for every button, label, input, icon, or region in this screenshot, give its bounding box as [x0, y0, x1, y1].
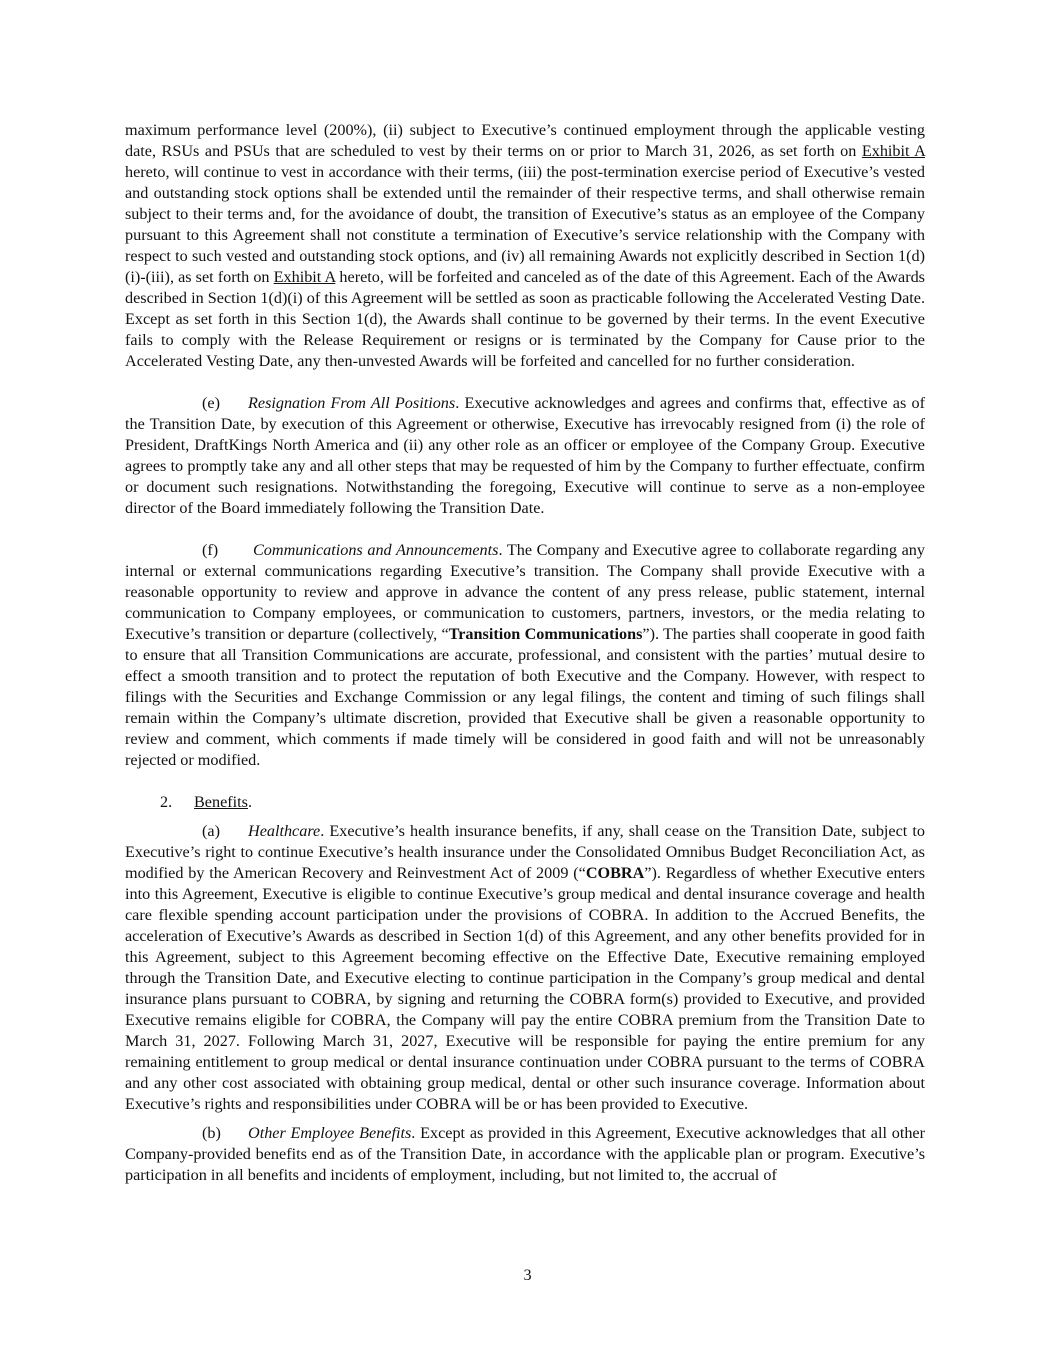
defined-term: Transition Communications — [448, 625, 643, 643]
text: hereto, will be forfeited and canceled as of the date of this Agreement. Each of the Awards described in Section 1(d)(i) of this Agreement will be settled as soon as practicable following the Accelerated Vesting Date. Except as set forth in this Section 1(d), the Awards shall continue to be governed by their terms. In the event Executive fails to comply with the Release Requirement or resigns or is terminated by the Company for Cause prior to the Accelerated Vesting Date, any then-unvested Awards will be forfeited and cancelled for no further consideration. — [125, 268, 925, 370]
clause-title: Resignation From All Positions — [248, 394, 456, 412]
text: maximum performance level (200%), (ii) subject to Executive’s continued employment through the applicable vesting date, RSUs and PSUs that are scheduled to vest by their terms on or prior to March 31, 2026, as set forth on — [125, 121, 925, 160]
text: ”). Regardless of whether Executive enters into this Agreement, Executive is eligible to continue Executive’s group medical and dental insurance coverage and health care flexible spending account participation under the provisions of COBRA. In addition to the Accrued Benefits, the acceleration of Executive’s Awards as described in Section 1(d) of this Agreement, and any other benefits provided for in this Agreement, subject to this Agreement becoming effective on the Effective Date, Executive remaining employed through the Transition Date, and Executive electing to continue participation in the Company’s group medical and dental insurance plans pursuant to COBRA, by signing and returning the COBRA form(s) provided to Executive, and provided Executive remains eligible for COBRA, the Company will pay the entire COBRA premium from the Transition Date to March 31, 2027. Following March 31, 2027, Executive will be responsible for paying the entire premium for any remaining entitlement to group medical or dental insurance continuation under COBRA pursuant to the terms of COBRA and any other cost associated with obtaining group medical, dental or other such insurance coverage. Information about Executive’s rights and responsibilities under COBRA will be or has been provided to Executive. — [125, 864, 925, 1113]
text: . Executive’s health insurance benefits, if any, shall cease on the Transition Date, subject to Executive’s right to continue Executive’s health insurance under the Consolidated Omnibus Budget Reconciliation Act, as modified by the American Recovery and Reinvestment Act of 2009 (“ — [125, 822, 925, 882]
paragraph-2a — [125, 821, 925, 1115]
paragraph-1e — [125, 393, 925, 519]
clause-title: Healthcare — [248, 822, 321, 840]
text: . Except as provided in this Agreement, Executive acknowledges that all other Company-provided benefits end as of the Transition Date, in accordance with the applicable plan or program. Executive’s participation in all benefits and incidents of employment, including, but not limited to, the accrual of — [125, 1124, 925, 1184]
section-2-heading — [125, 792, 925, 813]
clause-label: (f) — [202, 541, 219, 559]
clause-label: (e) — [202, 394, 220, 412]
text: hereto, will continue to vest in accordance with their terms, (iii) the post-termination exercise period of Executive’s vested and outstanding stock options shall be extended until the remainder of their respective terms, and shall otherwise remain subject to their terms and, for the avoidance of doubt, the transition of Executive’s status as an employee of the Company pursuant to this Agreement shall not constitute a termination of Executive’s service relationship with the Company with respect to such vested and outstanding stock options, and (iv) all remaining Awards not explicitly described in Section 1(d)(i)-(iii), as set forth on — [125, 163, 925, 286]
text: . — [247, 793, 252, 811]
clause-label: (a) — [202, 822, 220, 840]
page-number: 3 — [523, 1266, 532, 1284]
text: . Executive acknowledges and agrees and confirms that, effective as of the Transition Date, by execution of this Agreement or otherwise, Executive has irrevocably resigned from (i) the role of President, DraftKings North America and (ii) any other role as an officer or employee of the Company Group. Executive agrees to promptly take any and all other steps that may be requested of him by the Company to further effectuate, confirm or document such resignations. Notwithstanding the foregoing, Executive will continue to serve as a non-employee director of the Board immediately following the Transition Date. — [125, 394, 925, 517]
clause-title: Other Employee Benefits — [248, 1124, 412, 1142]
exhibit-a-reference: Exhibit A — [273, 268, 336, 286]
clause-label: (b) — [202, 1124, 221, 1142]
section-number: 2. — [160, 793, 173, 811]
paragraph-1d-continued — [125, 120, 925, 372]
document-page — [125, 120, 925, 1186]
paragraph-1f — [125, 540, 925, 771]
exhibit-a-reference: Exhibit A — [861, 142, 925, 160]
paragraph-2b — [125, 1123, 925, 1186]
section-title: Benefits — [194, 793, 248, 811]
clause-title: Communications and Announcements — [253, 541, 499, 559]
text: ”). The parties shall cooperate in good faith to ensure that all Transition Communications are accurate, professional, and consistent with the parties’ mutual desire to effect a smooth transition and to protect the reputation of both Executive and the Company. However, with respect to filings with the Securities and Exchange Commission or any legal filings, the content and timing of such filings shall remain within the Company’s ultimate discretion, provided that Executive shall be given a reasonable opportunity to review and comment, which comments if made timely will be considered in good faith and will not be unreasonably rejected or modified. — [125, 625, 925, 769]
defined-term: COBRA — [585, 864, 645, 882]
text: . The Company and Executive agree to collaborate regarding any internal or external communications regarding Executive’s transition. The Company shall provide Executive with a reasonable opportunity to review and approve in advance the content of any press release, public statement, internal communication to Company employees, or communication to customers, partners, investors, or the media relating to Executive’s transition or departure (collectively, “ — [125, 541, 925, 643]
